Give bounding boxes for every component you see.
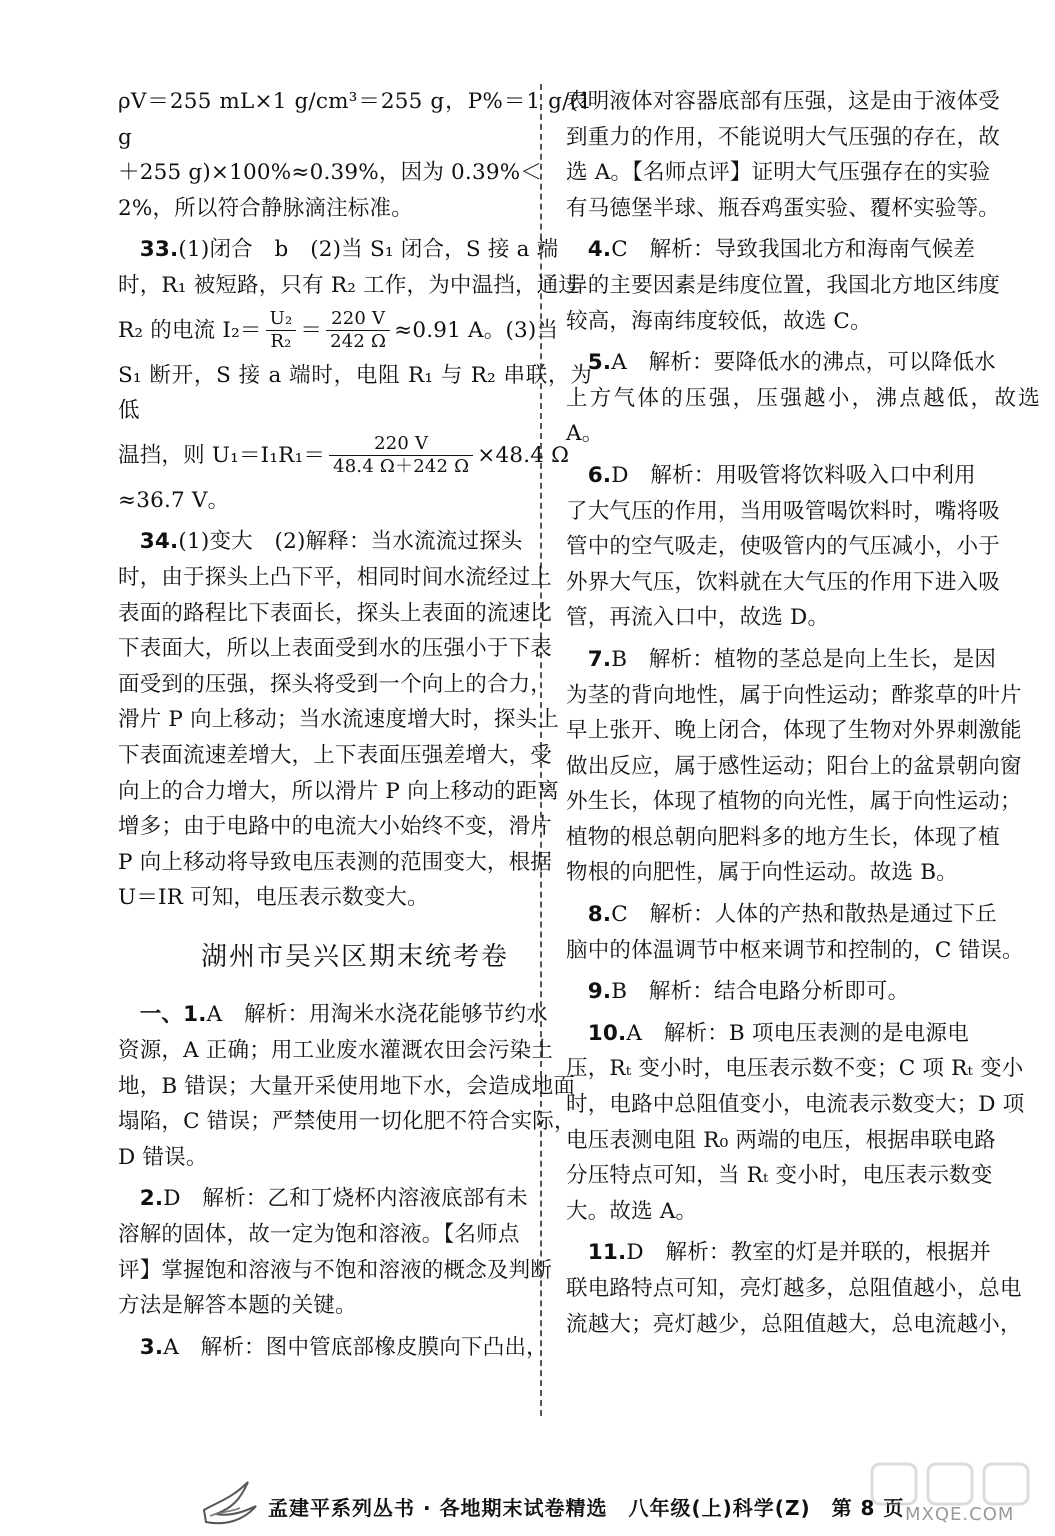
text-line: A 解析：B 项电压表测的是电源电 (626, 1020, 969, 1046)
text-span: R₂ 的电流 I₂＝ (118, 317, 262, 343)
text-line: ＋255 g)×100%≈0.39%，因为 0.39%＜ (118, 160, 543, 186)
text-span: 温挡，则 U₁＝I₁R₁＝ (118, 442, 326, 468)
right-column (566, 84, 1040, 1342)
text-line: 压，Rₜ 变小时，电压表示数不变；C 项 Rₜ 变小 (566, 1056, 1024, 1082)
text-line: 表明液体对容器底部有压强，这是由于液体受 (566, 89, 1001, 114)
text-line: D 解析：用吸管将饮料吸入口中利用 (611, 462, 976, 488)
text-line: 时，由于探头上凸下平，相同时间水流经过上 (118, 564, 553, 590)
text-line: 增多；由于电路中的电流大小始终不变，滑片 (118, 814, 553, 840)
text-line: A 解析：图中管底部橡皮膜向下凸出， (163, 1334, 548, 1360)
text-line: 做出反应，属于感性运动；阳台上的盆景朝向窗 (566, 753, 1022, 779)
fraction-denominator: 242 Ω (330, 331, 387, 353)
text-line: (1)闭合 b (2)当 S₁ 闭合，S 接 a 端 (178, 237, 559, 263)
text-line: 评】掌握饱和溶液与不饱和溶液的概念及判断 (118, 1257, 553, 1283)
fraction-numerator: 220 V (326, 308, 390, 331)
question-number: 8. (587, 902, 612, 928)
text-line: 异的主要因素是纬度位置，我国北方地区纬度 (566, 272, 1001, 298)
text-line: ρV＝255 mL×1 g/cm³＝255 g，P%＝1 g/(1 g (118, 89, 592, 150)
text-line: S₁ 断开，S 接 a 端时，电阻 R₁ 与 R₂ 串联，为低 (118, 362, 592, 424)
text-line: 电压表测电阻 R₀ 两端的电压，根据串联电路 (566, 1127, 996, 1153)
left-column (118, 84, 592, 1365)
text-line: D 解析：乙和丁烧杯内溶液底部有未 (163, 1186, 528, 1212)
text-line: 到重力的作用，不能说明大气压强的存在，故 (566, 124, 1001, 150)
fraction-numerator: 220 V (329, 433, 473, 456)
question-number: 一、1. (139, 1002, 207, 1028)
text-line: 溶解的固体，故一定为饱和溶液。【名师点 (118, 1222, 520, 1248)
text-line: 时，电路中总阻值变小，电流表示数变大；D 项 (566, 1092, 1025, 1118)
text-line: 管，再流入口中，故选 D。 (566, 605, 830, 631)
text-line: 资源，A 正确；用工业废水灌溉农田会污染土 (118, 1038, 554, 1064)
text-line: C 解析：导致我国北方和海南气候差 (611, 237, 976, 263)
question-number: 11. (587, 1240, 627, 1266)
text-line: (1)变大 (2)解释：当水流流过探头 (178, 529, 523, 555)
question-number: 10. (587, 1020, 627, 1046)
text-line: D 解析：教室的灯是并联的，根据并 (626, 1240, 992, 1266)
text-line: A 解析：要降低水的沸点，可以降低水 (611, 350, 996, 376)
text-line: B 解析：植物的茎总是向上生长，是因 (611, 646, 997, 672)
fraction-denominator: 48.4 Ω＋242 Ω (333, 456, 470, 478)
answer-9 (566, 974, 1040, 1010)
page-footer (0, 1486, 1055, 1526)
text-line: 下表面大，所以上表面受到水的压强小于下表 (118, 636, 553, 662)
answer-1 (118, 997, 592, 1033)
answer-2 (118, 1181, 592, 1217)
text-line: 2%，所以符合静脉滴注标准。 (118, 195, 413, 221)
text-line: 滑片 P 向上移动；当水流速度增大时，探头上 (118, 707, 560, 733)
question-number: 7. (587, 646, 612, 672)
fraction (326, 308, 390, 353)
text-line: ≈36.7 V。 (118, 487, 230, 513)
watermark-text: MXQE.COM (905, 1504, 1015, 1525)
question-number: 3. (139, 1334, 164, 1360)
answer-7 (566, 642, 1040, 678)
text-line: D 错误。 (118, 1144, 208, 1170)
text-line: 塌陷，C 错误；严禁使用一切化肥不符合实际， (118, 1109, 576, 1135)
question-number: 33. (139, 237, 179, 263)
question-number: 5. (587, 350, 612, 376)
text-line: 外界大气压，饮料就在大气压的作用下进入吸 (566, 569, 1001, 595)
text-line: 较高，海南纬度较低，故选 C。 (566, 308, 872, 334)
answer-8 (566, 897, 1040, 933)
text-line: 流越大；亮灯越少，总阻值越大，总电流越小， (566, 1311, 1022, 1337)
text-line: 向上的合力增大，所以滑片 P 向上移动的距离 (118, 778, 560, 804)
text-line: 脑中的体温调节中枢来调节和控制的，C 错误。 (566, 937, 1024, 963)
text-line: 上方气体的压强，压强越小，沸点越低，故选 A。 (566, 385, 1040, 447)
answer-5 (566, 345, 1040, 381)
formula-line (118, 304, 592, 358)
text-line: 地，B 错误；大量开采使用地下水，会造成地面 (118, 1073, 576, 1099)
question-number: 34. (139, 529, 179, 555)
text-line: A 解析：用淘米水浇花能够节约水 (206, 1002, 548, 1028)
answer-34 (118, 524, 592, 560)
formula-line (118, 429, 592, 483)
text-span: ≈0.91 A。(3)当 (394, 317, 559, 343)
text-line: 为茎的背向地性，属于向性运动；酢浆草的叶片 (566, 682, 1022, 708)
text-line: 方法是解答本题的关键。 (118, 1293, 357, 1319)
text-line: 面受到的压强，探头将受到一个向上的合力， (118, 671, 553, 697)
answer-6 (566, 458, 1040, 494)
text-line: 早上张开、晚上闭合，体现了生物对外界刺激能 (566, 718, 1022, 744)
answer-3 (118, 1330, 592, 1366)
text-line: B 解析：结合电路分析即可。 (611, 979, 910, 1005)
text-line: C 解析：人体的产热和散热是通过下丘 (611, 902, 997, 928)
text-line: 外生长，体现了植物的向光性，属于向性运动； (566, 789, 1022, 815)
question-number: 4. (587, 237, 612, 263)
text-line: P 向上移动将导致电压表测的范围变大，根据 (118, 849, 553, 875)
text-line: 时，R₁ 被短路，只有 R₂ 工作，为中温挡，通过 (118, 272, 581, 298)
text-line: 物根的向肥性，属于向性运动。故选 B。 (566, 860, 958, 886)
footer-text: 孟建平系列丛书 · 各地期末试卷精选 八年级(上)科学(Z) 第 8 页 (268, 1496, 905, 1520)
text-line: 植物的根总朝向肥料多的地方生长，体现了植 (566, 824, 1001, 850)
text-line: 有马德堡半球、瓶吞鸡蛋实验、覆杯实验等。 (566, 195, 1001, 221)
answer-4 (566, 232, 1040, 268)
text-line: U＝IR 可知，电压表示数变大。 (118, 885, 429, 911)
text-line: 下表面流速差增大，上下表面压强差增大，受 (118, 742, 553, 768)
text-line: 分压特点可知，当 Rₜ 变小时，电压表示数变 (566, 1163, 993, 1189)
fraction-denominator: R₂ (270, 331, 292, 353)
text-span: ＝ (300, 317, 323, 343)
fraction (329, 433, 473, 478)
question-number: 9. (587, 979, 612, 1005)
text-line: 管中的空气吸走，使吸管内的气压减小，小于 (566, 534, 1001, 560)
fraction-numerator: U₂ (266, 308, 297, 331)
text-line: 选 A。【名师点评】证明大气压强存在的实验 (566, 160, 991, 186)
text-line: 表面的路程比下表面长，探头上表面的流速比 (118, 600, 553, 626)
question-number: 6. (587, 462, 612, 488)
answer-11 (566, 1235, 1040, 1271)
question-number: 2. (139, 1186, 164, 1212)
answer-10 (566, 1016, 1040, 1052)
swallow-logo-icon (196, 1472, 266, 1536)
fraction (266, 308, 297, 353)
text-line: 联电路特点可知，亮灯越多，总阻值越小，总电 (566, 1276, 1022, 1301)
text-line: 大。故选 A。 (566, 1198, 698, 1224)
text-span: ×48.4 Ω (477, 442, 570, 468)
answer-33 (118, 232, 592, 268)
text-line: 了大气压的作用，当用吸管喝饮料时，嘴将吸 (566, 498, 1001, 524)
section-title: 湖州市吴兴区期末统考卷 (200, 941, 509, 972)
